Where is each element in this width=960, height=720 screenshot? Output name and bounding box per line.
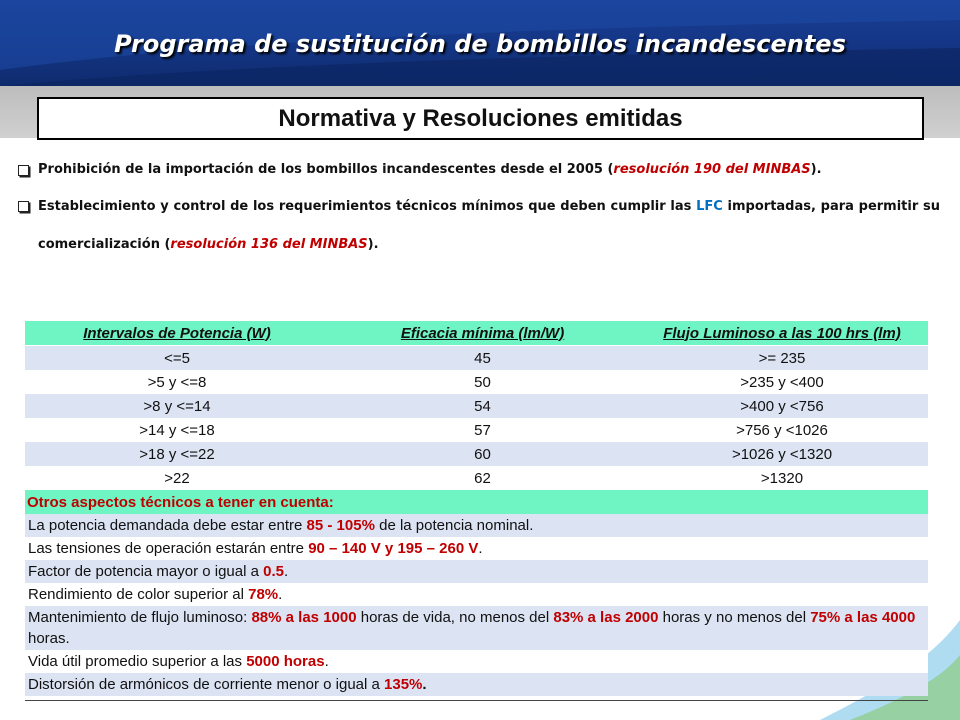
bullet-text: Establecimiento y control de los requerimientos técnicos mínimos que deben cumplir las <box>38 199 697 214</box>
header-banner <box>0 0 960 86</box>
bullet-item-technical-requirements <box>18 188 940 264</box>
table-cell: 45 <box>329 346 636 371</box>
note-text: Rendimiento de color superior al <box>28 586 249 603</box>
note-text: horas y no menos del <box>658 609 811 626</box>
bullet-text: Prohibición de la importación de los bombillos incandescentes desde el 2005 ( <box>38 162 614 177</box>
table-cell: >400 y <756 <box>636 394 928 418</box>
note-text: . <box>422 676 427 693</box>
bullet-text-middle: importadas, para permitir su comercialización ( <box>38 199 940 252</box>
note-highlight: 0.5 <box>263 563 284 580</box>
note-text: Las tensiones de operación estarán entre <box>28 540 309 557</box>
table-section-row <box>25 490 928 514</box>
bullet-text-end: ). <box>367 237 379 252</box>
note-text: . <box>324 653 329 670</box>
note-row <box>25 606 928 650</box>
table-cell: >1026 y <1320 <box>636 442 928 466</box>
note-cell <box>25 537 928 560</box>
bullet-list <box>18 152 940 264</box>
lfc-term: LFC <box>696 199 723 214</box>
note-cell <box>25 583 928 606</box>
table-cell: >756 y <1026 <box>636 418 928 442</box>
table-cell: >22 <box>25 466 329 490</box>
bullet-item-import-ban <box>18 152 940 188</box>
table-cell: <=5 <box>25 346 329 371</box>
note-row <box>25 583 928 606</box>
note-row <box>25 537 928 560</box>
table-cell: >14 y <=18 <box>25 418 329 442</box>
checkbox-bullet-icon <box>18 201 29 212</box>
column-header-efficacy: Eficacia mínima (lm/W) <box>329 321 636 346</box>
column-header-luminous-flux: Flujo Luminoso a las 100 hrs (lm) <box>636 321 928 346</box>
table-row <box>25 418 928 442</box>
note-text: Factor de potencia mayor o igual a <box>28 563 264 580</box>
note-highlight: 78% <box>248 586 279 603</box>
table-cell: >235 y <400 <box>636 370 928 394</box>
table-cell: 62 <box>329 466 636 490</box>
note-highlight: 83% a las 2000 <box>553 609 659 626</box>
note-highlight: 90 – 140 V y 195 – 260 V <box>308 540 479 557</box>
note-text: . <box>284 563 289 580</box>
note-cell <box>25 514 928 537</box>
resolution-reference: resolución 136 del MINBAS <box>170 237 368 252</box>
table-cell: >8 y <=14 <box>25 394 329 418</box>
table-row <box>25 346 928 371</box>
section-subtitle: Normativa y Resoluciones emitidas <box>37 97 924 140</box>
table-row <box>25 394 928 418</box>
note-highlight: 135% <box>384 676 423 693</box>
table-header-row <box>25 321 928 346</box>
note-text: horas de vida, no menos del <box>356 609 554 626</box>
table-cell: >5 y <=8 <box>25 370 329 394</box>
note-text: . <box>278 586 283 603</box>
note-text: La potencia demandada debe estar entre <box>28 517 307 534</box>
table-cell: 60 <box>329 442 636 466</box>
note-highlight: 5000 horas <box>246 653 325 670</box>
note-text: Mantenimiento de flujo luminoso: <box>28 609 252 626</box>
bullet-text-end: ). <box>810 162 822 177</box>
note-row <box>25 650 928 673</box>
table-cell: 54 <box>329 394 636 418</box>
resolution-reference: resolución 190 del MINBAS <box>613 162 811 177</box>
table-cell: >= 235 <box>636 346 928 371</box>
note-highlight: 85 - 105% <box>306 517 375 534</box>
page-title: Programa de sustitución de bombillos incandescentes <box>114 30 846 58</box>
table-row <box>25 370 928 394</box>
note-text: Vida útil promedio superior a las <box>28 653 247 670</box>
table-cell: >1320 <box>636 466 928 490</box>
section-title-cell: Otros aspectos técnicos a tener en cuenta: <box>25 490 928 514</box>
note-cell <box>25 673 928 696</box>
column-header-power: Intervalos de Potencia (W) <box>25 321 329 346</box>
table-row <box>25 466 928 490</box>
note-text: de la potencia nominal. <box>374 517 534 534</box>
note-text: horas. <box>28 630 70 647</box>
note-cell <box>25 650 928 673</box>
note-highlight: 88% a las 1000 <box>251 609 357 626</box>
note-cell <box>25 606 928 650</box>
note-text: Distorsión de armónicos de corriente menor o igual a <box>28 676 385 693</box>
note-text: . <box>478 540 483 557</box>
table-bottom-border <box>25 700 928 701</box>
technical-requirements-table <box>25 321 928 696</box>
table-cell: 50 <box>329 370 636 394</box>
note-row <box>25 560 928 583</box>
note-highlight: 75% a las 4000 <box>810 609 916 626</box>
table-cell: >18 y <=22 <box>25 442 329 466</box>
note-row <box>25 514 928 537</box>
checkbox-bullet-icon <box>18 165 29 176</box>
note-cell <box>25 560 928 583</box>
note-row <box>25 673 928 696</box>
table-row <box>25 442 928 466</box>
table-cell: 57 <box>329 418 636 442</box>
